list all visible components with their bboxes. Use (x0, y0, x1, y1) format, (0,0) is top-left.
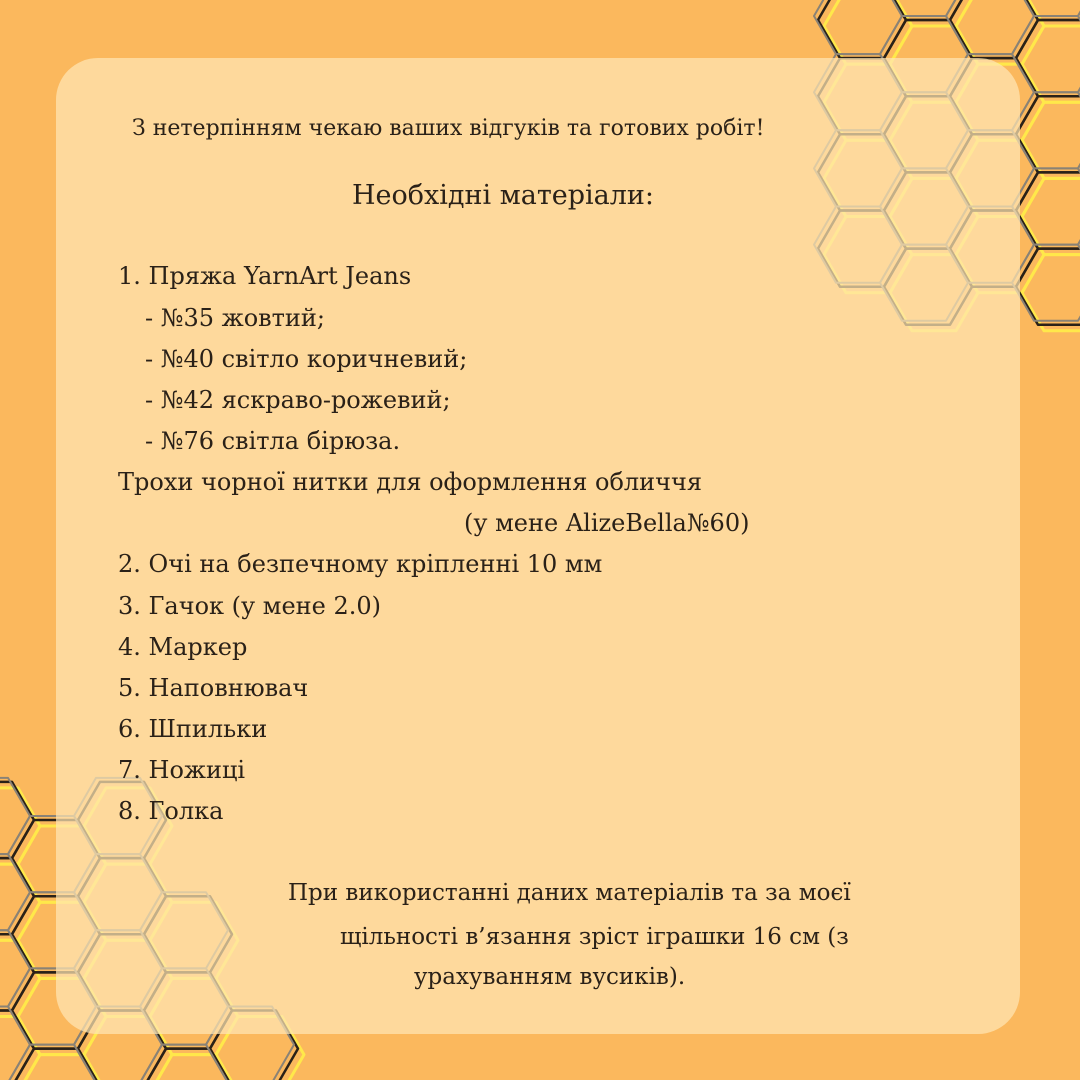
hexagon-cell (8, 1045, 96, 1080)
footer-line-1: При використанні даних матеріалів та за моєї (288, 880, 851, 906)
list-item-eyes: 2. Очі на безпечному кріпленні 10 мм (118, 550, 603, 578)
black-thread-text: Трохи чорної нитки для оформлення обличчя (118, 468, 703, 496)
hexagon-cell (1022, 26, 1080, 102)
materials-heading: Необхідні матеріали: (352, 180, 655, 211)
hexagon-cell (814, 0, 902, 54)
hexagon-cell (1022, 178, 1080, 254)
hexagon-cell (1022, 102, 1080, 178)
hexagon-cell (1012, 0, 1080, 16)
hexagon-cell (818, 0, 906, 58)
list-item-scissors: 7. Ножиці (118, 756, 246, 784)
footer-line-2: щільності в’язання зріст іграшки 16 см (з (340, 924, 849, 950)
yarn-color-76: - №76 світла бірюза. (145, 427, 401, 455)
yarn-color-40: - №40 світло коричневий; (145, 345, 468, 373)
hexagon-cell (946, 0, 1034, 54)
footer-line-3: урахуванням вусиків). (414, 964, 686, 990)
list-item-needle: 8. Голка (118, 797, 224, 825)
list-item-yarn: 1. Пряжа YarnArt Jeans (118, 262, 412, 290)
black-thread-note: (у мене AlizeBella№60) (464, 509, 750, 537)
list-item-pins: 6. Шпильки (118, 715, 268, 743)
list-item-hook: 3. Гачок (у мене 2.0) (118, 592, 382, 620)
hexagon-cell (950, 0, 1038, 58)
hexagon-cell (1022, 255, 1080, 331)
list-item-stuffing: 5. Наповнювач (118, 674, 309, 702)
yarn-color-42: - №42 яскраво-рожевий; (145, 386, 451, 414)
hexagon-cell (140, 1045, 228, 1080)
list-item-marker: 4. Маркер (118, 633, 248, 661)
intro-text: З нетерпінням чекаю ваших відгуків та готових робіт! (132, 116, 765, 141)
yarn-color-35: - №35 жовтий; (145, 304, 326, 332)
